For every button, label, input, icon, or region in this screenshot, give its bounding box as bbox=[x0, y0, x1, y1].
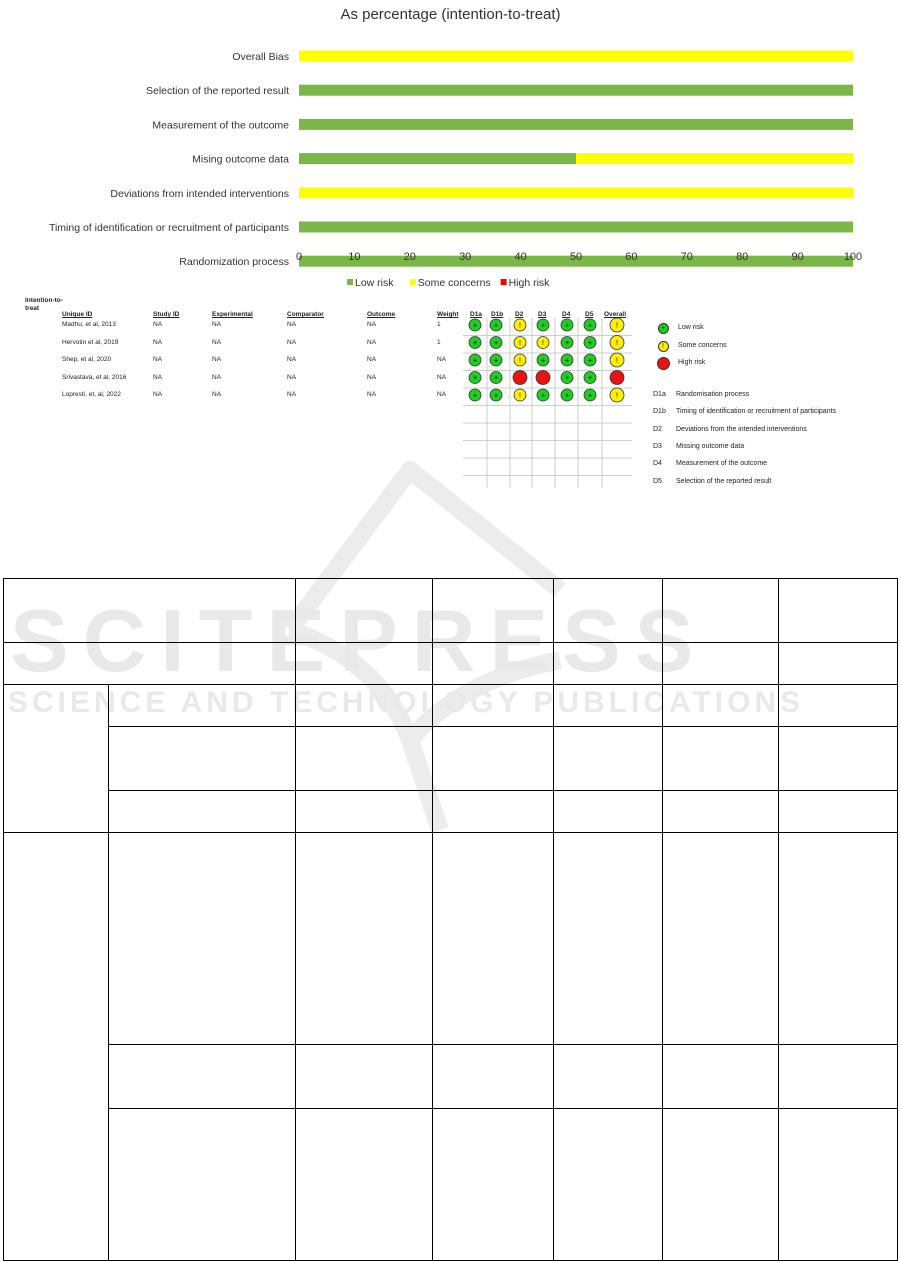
judgement-h-dot bbox=[536, 371, 550, 385]
rob-cell-study: NA bbox=[153, 391, 163, 398]
judgement-symbol: + bbox=[564, 357, 570, 365]
judgement-symbol: ! bbox=[519, 322, 521, 330]
rob-cell-comp: NA bbox=[287, 373, 297, 381]
rob-cell-outcome: NA bbox=[367, 338, 377, 346]
rob-cell-comp: NA bbox=[287, 391, 297, 398]
rob-header-experimental: Experimental bbox=[212, 311, 253, 318]
judgement-symbol: + bbox=[472, 340, 478, 347]
intention-to-treat-label: Intention-to-treat bbox=[25, 297, 63, 312]
domain-label: Selection of the reported result bbox=[676, 477, 772, 485]
table-cell bbox=[109, 685, 296, 727]
rob-cell-id: Madhu, et al, 2013 bbox=[62, 321, 116, 328]
table-cell bbox=[109, 727, 296, 791]
legend-swatch bbox=[410, 279, 416, 285]
bar-low-risk bbox=[299, 222, 853, 233]
rob-cell-study: NA bbox=[153, 356, 163, 363]
table-cell bbox=[663, 727, 779, 791]
judgement-symbol: ! bbox=[662, 342, 664, 350]
domain-code: D5 bbox=[653, 477, 662, 485]
judgement-symbol: ! bbox=[519, 357, 521, 365]
domain-label: Missing outcome data bbox=[676, 442, 745, 450]
judgement-symbol: + bbox=[493, 340, 499, 347]
table-cell bbox=[779, 833, 898, 1045]
rob-cell-id: Shep, et al, 2020 bbox=[62, 356, 112, 363]
domain-code: D4 bbox=[653, 460, 662, 468]
table-cell bbox=[554, 1109, 663, 1261]
table-cell bbox=[663, 1045, 779, 1109]
judgement-symbol: + bbox=[587, 340, 593, 347]
legend-label: Low risk bbox=[355, 277, 394, 289]
rob-domain-header: D4 bbox=[562, 311, 571, 318]
judgement-symbol: + bbox=[587, 375, 593, 382]
domain-code: D1b bbox=[653, 408, 666, 416]
rob-cell-study: NA bbox=[153, 373, 163, 381]
x-tick-label: 70 bbox=[680, 251, 693, 263]
table-cell bbox=[296, 685, 433, 727]
legend-label: Some concerns bbox=[417, 277, 491, 289]
rob-cell-exp: NA bbox=[212, 338, 222, 346]
table-cell bbox=[109, 1109, 296, 1261]
chart-title: As percentage (intention-to-treat) bbox=[340, 6, 561, 23]
table-cell bbox=[433, 1045, 554, 1109]
table-cell bbox=[779, 727, 898, 791]
rob-domain-header: D3 bbox=[538, 311, 547, 318]
judgement-symbol: + bbox=[587, 322, 593, 330]
table-cell bbox=[779, 1045, 898, 1109]
table-cell bbox=[663, 833, 779, 1045]
rob-header-unique-id: Unique ID bbox=[62, 311, 93, 318]
category-label: Selection of the reported result bbox=[145, 85, 289, 98]
table-cell bbox=[433, 833, 554, 1045]
x-tick-label: 60 bbox=[625, 251, 638, 263]
table-cell bbox=[554, 643, 663, 685]
judgement-symbol: + bbox=[472, 375, 478, 382]
x-tick-label: 50 bbox=[569, 251, 583, 263]
table-cell bbox=[296, 1045, 433, 1109]
judgement-symbol: + bbox=[472, 357, 478, 365]
rob-header-comparator: Comparator bbox=[287, 311, 324, 318]
bar-low-risk bbox=[299, 153, 576, 164]
rob-cell-study: NA bbox=[153, 321, 163, 328]
table-cell bbox=[109, 833, 296, 1045]
rob-cell-outcome: NA bbox=[367, 356, 377, 363]
rob-cell-study: NA bbox=[153, 338, 163, 346]
rob-cell-comp: NA bbox=[287, 338, 297, 346]
table-cell bbox=[663, 791, 779, 833]
judgement-symbol: ! bbox=[519, 340, 521, 347]
judgement-symbol: + bbox=[472, 392, 478, 400]
empty-table bbox=[3, 578, 898, 1261]
judgement-symbol: + bbox=[564, 340, 570, 347]
table-cell bbox=[554, 579, 663, 643]
table-cell bbox=[779, 579, 898, 643]
rob-domain-header: Overall bbox=[604, 311, 627, 318]
judgement-symbol: ! bbox=[616, 392, 618, 400]
legend-swatch bbox=[347, 279, 353, 285]
judgement-symbol: + bbox=[564, 375, 570, 382]
legend-swatch bbox=[501, 279, 507, 285]
x-tick-label: 10 bbox=[348, 251, 361, 263]
bar-some-concerns bbox=[299, 187, 853, 198]
table-cell bbox=[663, 579, 779, 643]
legend-label: High risk bbox=[508, 277, 550, 289]
table-cell bbox=[296, 833, 433, 1045]
risk-of-bias-bar-chart bbox=[0, 30, 901, 292]
table-cell bbox=[433, 579, 554, 643]
bar-low-risk bbox=[299, 85, 853, 96]
table-cell bbox=[4, 685, 109, 833]
judgement-symbol: ! bbox=[519, 392, 521, 400]
x-tick-label: 80 bbox=[736, 251, 749, 263]
legend-some-concerns-dot bbox=[658, 341, 669, 352]
table-cell bbox=[779, 791, 898, 833]
judgement-symbol: + bbox=[564, 322, 570, 330]
judgement-symbol: ! bbox=[616, 357, 618, 365]
rob-cell-outcome: NA bbox=[367, 373, 377, 381]
table-cell bbox=[296, 579, 433, 643]
judgement-symbol: + bbox=[540, 357, 546, 365]
table-cell bbox=[554, 791, 663, 833]
table-cell bbox=[433, 685, 554, 727]
rob-cell-weight: 1 bbox=[437, 321, 441, 328]
rob-cell-id: Lopresti, et, al, 2022 bbox=[62, 391, 121, 398]
table-cell bbox=[433, 643, 554, 685]
rob-domain-header: D5 bbox=[585, 311, 594, 318]
rob-header-study-id: Study ID bbox=[153, 311, 180, 318]
judgement-symbol: + bbox=[493, 322, 499, 330]
legend-label: Some concerns bbox=[678, 342, 727, 349]
table-cell bbox=[433, 791, 554, 833]
judgement-symbol: + bbox=[493, 392, 499, 400]
judgement-symbol: + bbox=[540, 392, 546, 400]
category-label: Deviations from intended interventions bbox=[110, 187, 289, 200]
rob-domain-header: D1a bbox=[470, 311, 482, 318]
table-cell bbox=[663, 685, 779, 727]
watermark-subtitle: SCIENCE AND TECHNOLOGY PUBLICATIONS bbox=[8, 686, 805, 719]
x-tick-label: 0 bbox=[295, 251, 303, 263]
judgement-symbol: + bbox=[564, 392, 570, 400]
table-cell bbox=[554, 1045, 663, 1109]
rob-cell-weight: 1 bbox=[437, 338, 441, 346]
rob-cell-exp: NA bbox=[212, 391, 222, 398]
rob-cell-exp: NA bbox=[212, 356, 222, 363]
rob-cell-weight: NA bbox=[437, 356, 447, 363]
table-cell bbox=[296, 643, 433, 685]
rob-cell-outcome: NA bbox=[367, 391, 377, 398]
rob-cell-id: Hervotin et al, 2019 bbox=[62, 338, 119, 346]
judgement-symbol: + bbox=[493, 357, 499, 365]
rob-cell-comp: NA bbox=[287, 356, 297, 363]
watermark-scitepress: SCITEPRESS bbox=[10, 591, 708, 690]
table-cell bbox=[779, 685, 898, 727]
domain-code: D2 bbox=[653, 425, 662, 433]
rob-cell-id: Srivastava, et al, 2016 bbox=[62, 373, 127, 381]
x-tick-label: 20 bbox=[403, 251, 416, 263]
rob-cell-outcome: NA bbox=[367, 321, 377, 328]
judgement-symbol: + bbox=[587, 392, 593, 400]
category-label: Randomization process bbox=[179, 256, 289, 269]
table-cell bbox=[296, 791, 433, 833]
judgement-symbol: ! bbox=[616, 340, 618, 347]
x-tick-label: 100 bbox=[843, 251, 863, 263]
table-cell bbox=[663, 1109, 779, 1261]
bar-some-concerns bbox=[299, 51, 853, 62]
judgement-symbol: + bbox=[587, 357, 593, 365]
table-cell bbox=[779, 643, 898, 685]
rob-header-outcome: Outcome bbox=[367, 311, 396, 318]
table-cell bbox=[4, 579, 296, 643]
table-cell bbox=[554, 685, 663, 727]
rob-cell-exp: NA bbox=[212, 321, 222, 328]
table-cell bbox=[554, 727, 663, 791]
rob-domain-header: D2 bbox=[515, 311, 524, 318]
domain-label: Timing of identification or recruitment of participants bbox=[676, 408, 837, 416]
legend-label: High risk bbox=[678, 359, 706, 366]
category-label: Overall Bias bbox=[232, 51, 289, 63]
legend-high-risk-dot bbox=[657, 357, 670, 370]
bar-some-concerns bbox=[576, 153, 853, 164]
judgement-symbol: + bbox=[472, 322, 478, 330]
table-cell bbox=[296, 727, 433, 791]
table-cell bbox=[554, 833, 663, 1045]
judgement-h-dot bbox=[610, 371, 624, 385]
rob-cell-weight: NA bbox=[437, 373, 447, 381]
table-cell bbox=[433, 1109, 554, 1261]
domain-label: Measurement of the outcome bbox=[676, 460, 768, 468]
judgement-h-dot bbox=[513, 371, 527, 385]
judgement-symbol: ! bbox=[616, 322, 618, 330]
domain-code: D1a bbox=[653, 391, 666, 398]
x-tick-label: 90 bbox=[791, 251, 804, 263]
table-cell bbox=[109, 1045, 296, 1109]
x-tick-label: 40 bbox=[514, 251, 527, 263]
judgement-symbol: + bbox=[660, 324, 666, 332]
domain-label: Randomisation process bbox=[676, 391, 750, 398]
rob-cell-comp: NA bbox=[287, 321, 297, 328]
table-cell bbox=[109, 791, 296, 833]
table-cell bbox=[433, 727, 554, 791]
table-cell bbox=[4, 643, 296, 685]
judgement-symbol: + bbox=[493, 375, 499, 382]
rob-cell-exp: NA bbox=[212, 373, 222, 381]
table-cell bbox=[4, 833, 109, 1261]
table-cell bbox=[296, 1109, 433, 1261]
table-cell bbox=[779, 1109, 898, 1261]
bar-low-risk bbox=[299, 119, 853, 130]
judgement-symbol: ! bbox=[542, 340, 544, 347]
legend-label: Low risk bbox=[678, 324, 704, 331]
table-cell bbox=[663, 643, 779, 685]
domain-code: D3 bbox=[653, 442, 662, 450]
rob-domain-header: D1b bbox=[491, 311, 504, 318]
judgement-symbol: + bbox=[540, 322, 546, 330]
category-label: Mising outcome data bbox=[192, 153, 289, 166]
legend-low-risk-dot bbox=[658, 323, 669, 334]
rob-cell-weight: NA bbox=[437, 391, 447, 398]
category-label: Timing of identification or recruitment of participants bbox=[48, 222, 289, 234]
rob-header-weight: Weight bbox=[437, 311, 459, 318]
domain-label: Deviations from the intended interventions bbox=[676, 425, 807, 433]
x-tick-label: 30 bbox=[459, 251, 472, 263]
category-label: Measurement of the outcome bbox=[152, 119, 289, 132]
